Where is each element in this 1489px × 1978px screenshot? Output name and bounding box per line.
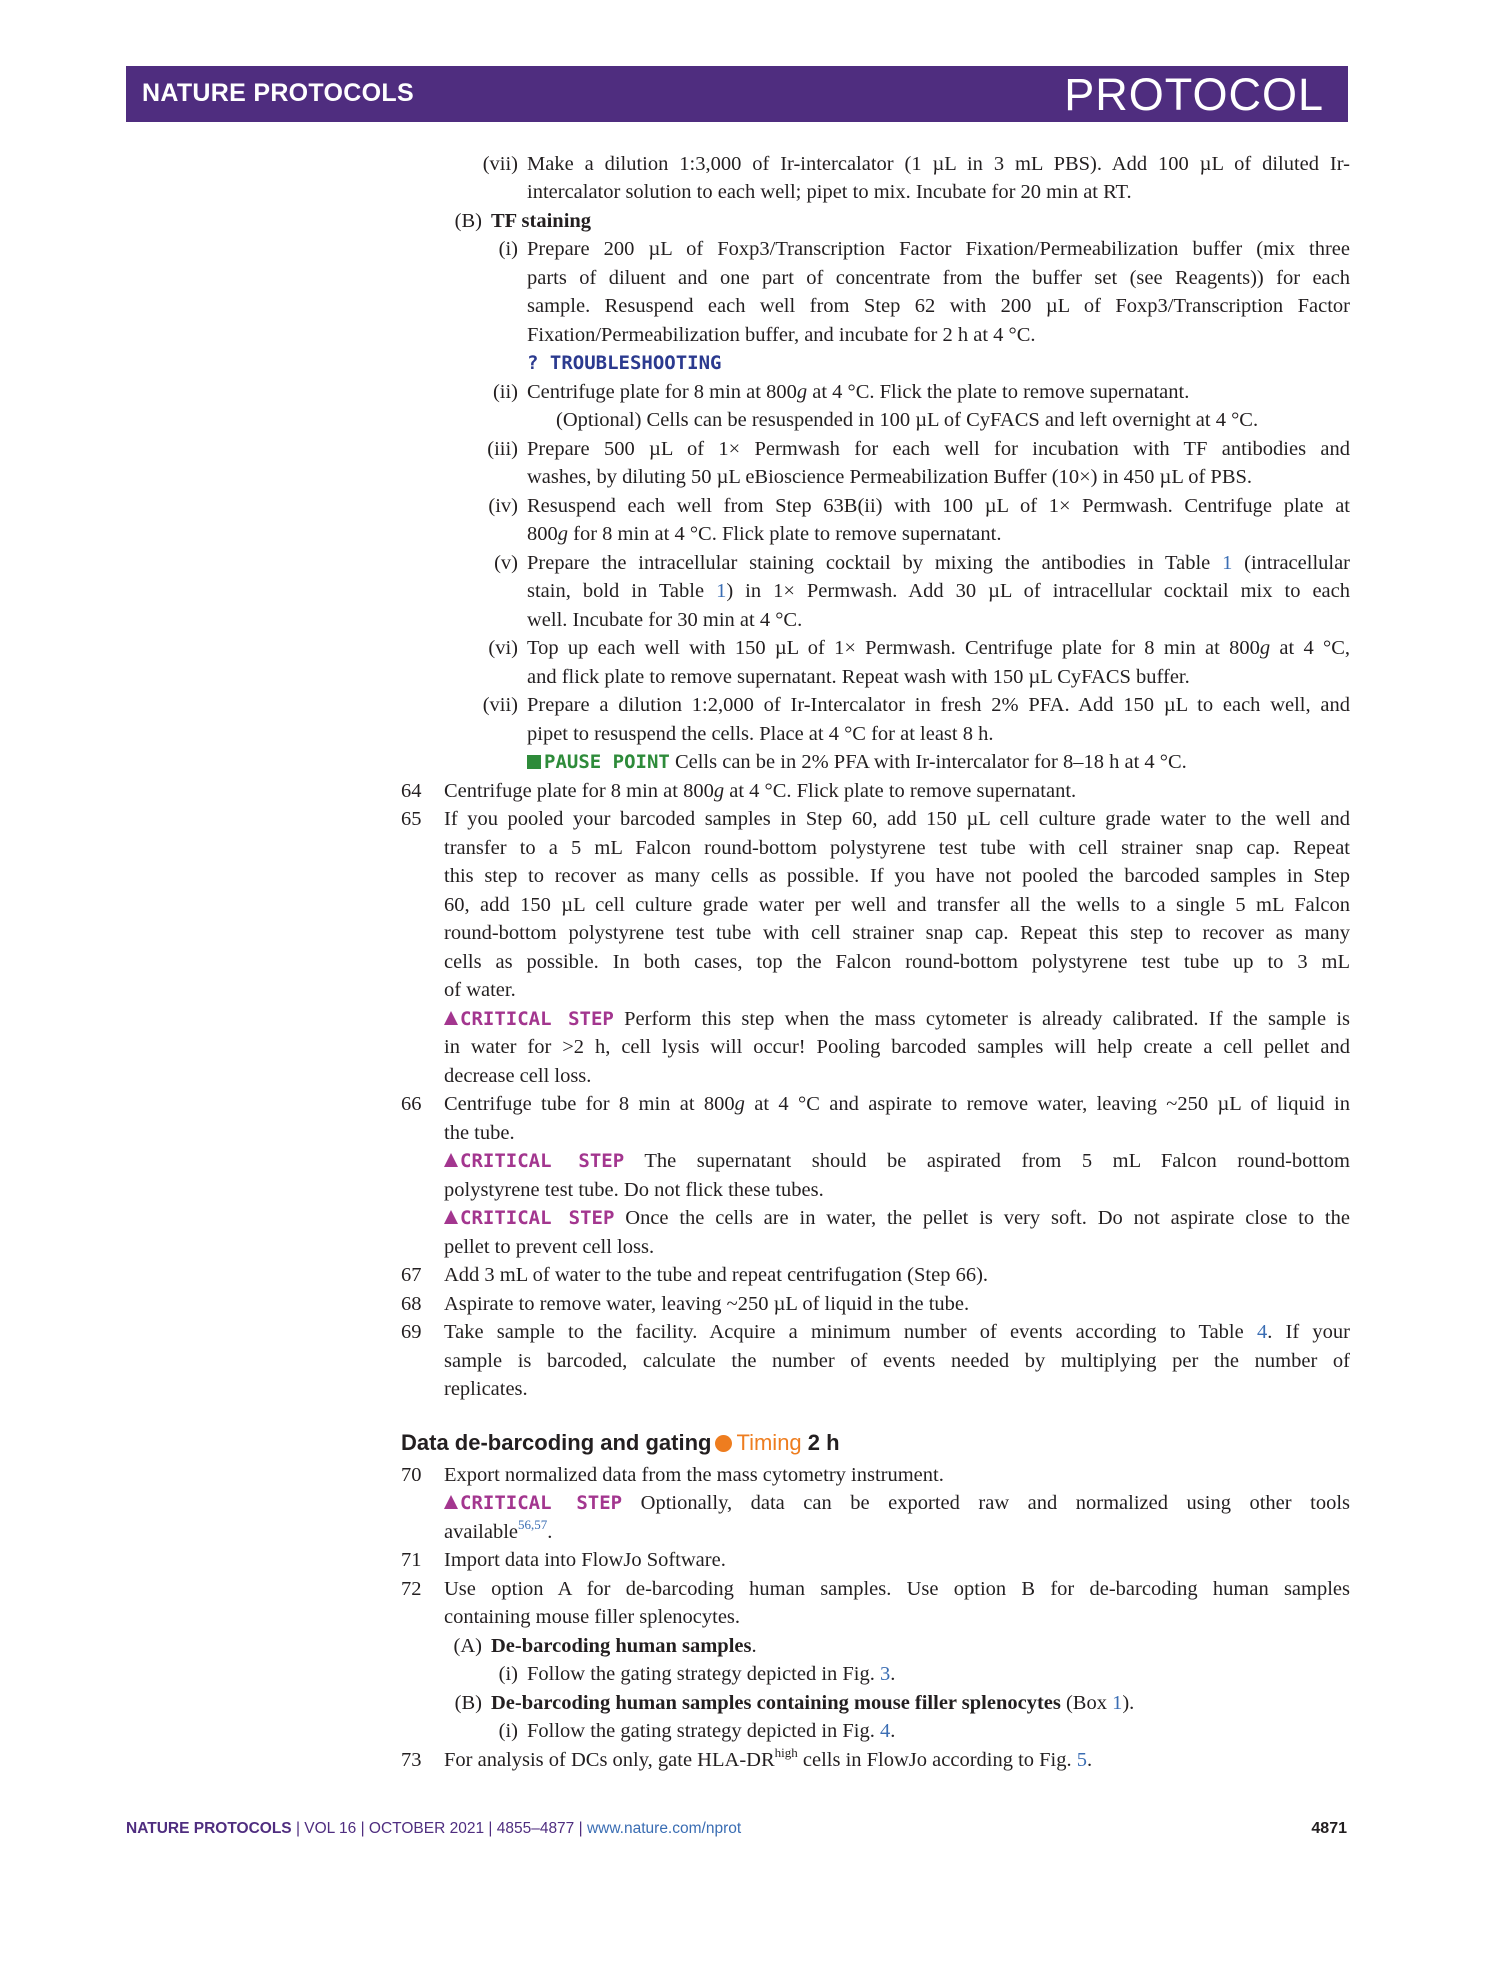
step-text: the tube.	[444, 1122, 515, 1144]
pause-square-icon	[527, 755, 541, 769]
step-text: and flick plate to remove supernatant. Repeat wash with 150 µL CyFACS buffer.	[527, 666, 1190, 688]
step-number: 67	[401, 1264, 422, 1286]
box-1-link[interactable]: 1	[1112, 1692, 1123, 1714]
step-number: (ii)	[492, 381, 518, 403]
step-text: polystyrene test tube. Do not flick these tubes.	[444, 1179, 824, 1201]
step-text: decrease cell loss.	[444, 1065, 592, 1087]
step-text: Centrifuge plate for 8 min at 800g at 4 °C. Flick plate to remove supernatant.	[444, 780, 1077, 802]
footer-pages: 4855–4877	[496, 1820, 575, 1837]
article-type: PROTOCOL	[1064, 69, 1324, 120]
option-title: De-barcoding human samples.	[491, 1635, 757, 1657]
step-number: 69	[401, 1321, 422, 1343]
reference-link[interactable]: 56,57	[517, 1517, 548, 1532]
step-text: Make a dilution 1:3,000 of Ir-intercalator (1 µL in 3 mL PBS). Add 100 µL of diluted Ir-	[527, 153, 1350, 175]
table-1-link[interactable]: 1	[1222, 552, 1233, 574]
step-number: (vii)	[482, 153, 518, 175]
step-text: in water for >2 h, cell lysis will occur! Pooling barcoded samples will help create a cell pellet and	[444, 1036, 1350, 1058]
option-title: De-barcoding human samples containing mouse filler splenocytes (Box 1).	[491, 1692, 1135, 1714]
critical-triangle-icon	[444, 1153, 458, 1167]
step-number: (i)	[498, 1663, 518, 1685]
step-text: Follow the gating strategy depicted in Fig. 4.	[527, 1720, 896, 1742]
table-1-link[interactable]: 1	[716, 580, 727, 602]
step-text: intercalator solution to each well; pipet to mix. Incubate for 20 min at RT.	[527, 181, 1132, 203]
option-label: (B)	[454, 1692, 482, 1714]
step-text: washes, by diluting 50 µL eBioscience Permeabilization Buffer (10×) in 450 µL of PBS.	[527, 466, 1253, 488]
step-text: Aspirate to remove water, leaving ~250 µL of liquid in the tube.	[444, 1293, 970, 1315]
critical-triangle-icon	[444, 1495, 458, 1509]
step-text: sample. Resuspend each well from Step 62 with 200 µL of Foxp3/Transcription Factor	[527, 295, 1350, 317]
step-number: (vi)	[488, 637, 518, 659]
step-text: transfer to a 5 mL Falcon round-bottom polystyrene test tube with cell strainer snap cap. Repeat	[444, 837, 1350, 859]
step-number: (iii)	[487, 438, 518, 460]
step-text: cells as possible. In both cases, top the Falcon round-bottom polystyrene test tube up to 3 mL	[444, 951, 1350, 973]
step-number: 65	[401, 808, 422, 830]
critical-step: CRITICAL STEP The supernatant should be aspirated from 5 mL Falcon round-bottom	[444, 1147, 1350, 1176]
step-text: Top up each well with 150 µL of 1× Permwash. Centrifuge plate for 8 min at 800g at 4 °C,	[527, 637, 1351, 659]
step-text: If you pooled your barcoded samples in Step 60, add 150 µL cell culture grade water to the well and	[444, 808, 1350, 830]
step-number: 64	[401, 780, 422, 802]
table-4-link[interactable]: 4	[1256, 1321, 1268, 1343]
step-text: Add 3 mL of water to the tube and repeat centrifugation (Step 66).	[444, 1264, 989, 1286]
footer-url-link[interactable]: www.nature.com/nprot	[586, 1820, 742, 1837]
timing-dot-icon	[715, 1435, 732, 1452]
header-banner	[126, 66, 1348, 122]
step-text: available$^{56,57}$.	[444, 1517, 553, 1543]
footer-date: OCTOBER 2021	[368, 1820, 485, 1837]
step-number: (i)	[498, 1720, 518, 1742]
step-number: 66	[401, 1093, 422, 1115]
step-text: this step to recover as many cells as possible. If you have not pooled the barcoded samples in Step	[444, 865, 1350, 887]
step-text: stain, bold in Table 1) in 1× Permwash. Add 30 µL of intracellular cocktail mix to each	[527, 580, 1350, 602]
figure-5-link[interactable]: 5	[1076, 1749, 1088, 1771]
step-number: (iv)	[488, 495, 518, 517]
step-text: Follow the gating strategy depicted in Fig. 3.	[527, 1663, 896, 1685]
step-text: 800g for 8 min at 4 °C. Flick plate to remove supernatant.	[527, 523, 1002, 545]
step-text: round-bottom polystyrene test tube with cell strainer snap cap. Repeat this step to recover as many	[444, 922, 1350, 944]
step-number: (vii)	[482, 694, 518, 716]
step-text: Import data into FlowJo Software.	[444, 1549, 726, 1571]
step-text: parts of diluent and one part of concentrate from the buffer set (see Reagents)) for each	[527, 267, 1350, 289]
critical-step: CRITICAL STEP Perform this step when the mass cytometer is already calibrated. If the sample is	[444, 1005, 1350, 1034]
figure-4-link[interactable]: 4	[880, 1720, 891, 1742]
step-number: 71	[401, 1549, 422, 1571]
step-text: Prepare the intracellular staining cocktail by mixing the antibodies in Table 1 (intracellular	[527, 552, 1351, 574]
step-text: Export normalized data from the mass cytometry instrument.	[444, 1464, 944, 1486]
step-text: Fixation/Permeabilization buffer, and incubate for 2 h at 4 °C.	[527, 324, 1036, 346]
pause-point: PAUSE POINT Cells can be in 2% PFA with Ir-intercalator for 8–18 h at 4 °C.	[527, 748, 1187, 777]
step-number: 70	[401, 1464, 422, 1486]
critical-triangle-icon	[444, 1210, 458, 1224]
option-label: (A)	[453, 1635, 482, 1657]
step-text: (Optional) Cells can be resuspended in 100 µL of CyFACS and left overnight at 4 °C.	[556, 409, 1259, 431]
step-text: well. Incubate for 30 min at 4 °C.	[527, 609, 803, 631]
step-number: (i)	[498, 238, 518, 260]
step-text: Centrifuge tube for 8 min at 800g at 4 °C and aspirate to remove water, leaving ~250 µL of liquid in	[444, 1093, 1350, 1115]
critical-step: CRITICAL STEP Optionally, data can be exported raw and normalized using other tools	[444, 1489, 1350, 1518]
step-text: pipet to resuspend the cells. Place at 4 °C for at least 8 h.	[527, 723, 994, 745]
footer-journal: NATURE PROTOCOLS	[126, 1820, 292, 1837]
step-text: Centrifuge plate for 8 min at 800g at 4 °C. Flick the plate to remove supernatant.	[527, 381, 1190, 403]
step-text: Prepare a dilution 1:2,000 of Ir-Intercalator in fresh 2% PFA. Add 150 µL to each well, and	[527, 694, 1350, 716]
section-heading: Data de-barcoding and gating Timing 2 h	[401, 1430, 840, 1455]
step-number: 68	[401, 1293, 422, 1315]
option-label: (B)	[454, 210, 482, 232]
step-text: replicates.	[444, 1378, 528, 1400]
step-text: Resuspend each well from Step 63B(ii) with 100 µL of 1× Permwash. Centrifuge plate at	[527, 495, 1350, 517]
step-text: sample is barcoded, calculate the number of events needed by multiplying per the number of	[444, 1350, 1350, 1372]
step-text: Use option A for de-barcoding human samples. Use option B for de-barcoding human samples	[444, 1578, 1350, 1600]
step-text: For analysis of DCs only, gate HLA-$DR^{high}$ cells in FlowJo according to Fig. 5.	[444, 1745, 1093, 1771]
option-title: TF staining	[491, 210, 592, 232]
step-text: Prepare 500 µL of 1× Permwash for each well for incubation with TF antibodies and	[527, 438, 1350, 460]
figure-3-link[interactable]: 3	[880, 1663, 891, 1685]
critical-step: CRITICAL STEP Once the cells are in water, the pellet is very soft. Do not aspirate close to the	[444, 1204, 1350, 1233]
journal-name: NATURE PROTOCOLS	[142, 79, 414, 107]
step-text: pellet to prevent cell loss.	[444, 1236, 655, 1258]
step-text: containing mouse filler splenocytes.	[444, 1606, 741, 1628]
step-text: Take sample to the facility. Acquire a minimum number of events according to Table 4. If your	[444, 1321, 1350, 1343]
footer: NATURE PROTOCOLS | VOL 16 | OCTOBER 2021 | 4855–4877 | www.nature.com/nprot	[126, 1820, 742, 1837]
step-number: (v)	[494, 552, 518, 574]
step-text: Prepare 200 µL of Foxp3/Transcription Factor Fixation/Permeabilization buffer (mix three	[527, 238, 1350, 260]
critical-triangle-icon	[444, 1011, 458, 1025]
step-text: of water.	[444, 979, 516, 1001]
step-text: 60, add 150 µL cell culture grade water per well and transfer all the wells to a single 5 mL Falcon	[444, 894, 1350, 916]
step-number: 73	[401, 1749, 422, 1771]
troubleshooting-link[interactable]: ? TROUBLESHOOTING	[527, 352, 722, 374]
page-number: 4871	[1311, 1820, 1347, 1837]
footer-volume: VOL 16	[304, 1820, 357, 1837]
step-number: 72	[401, 1578, 422, 1600]
